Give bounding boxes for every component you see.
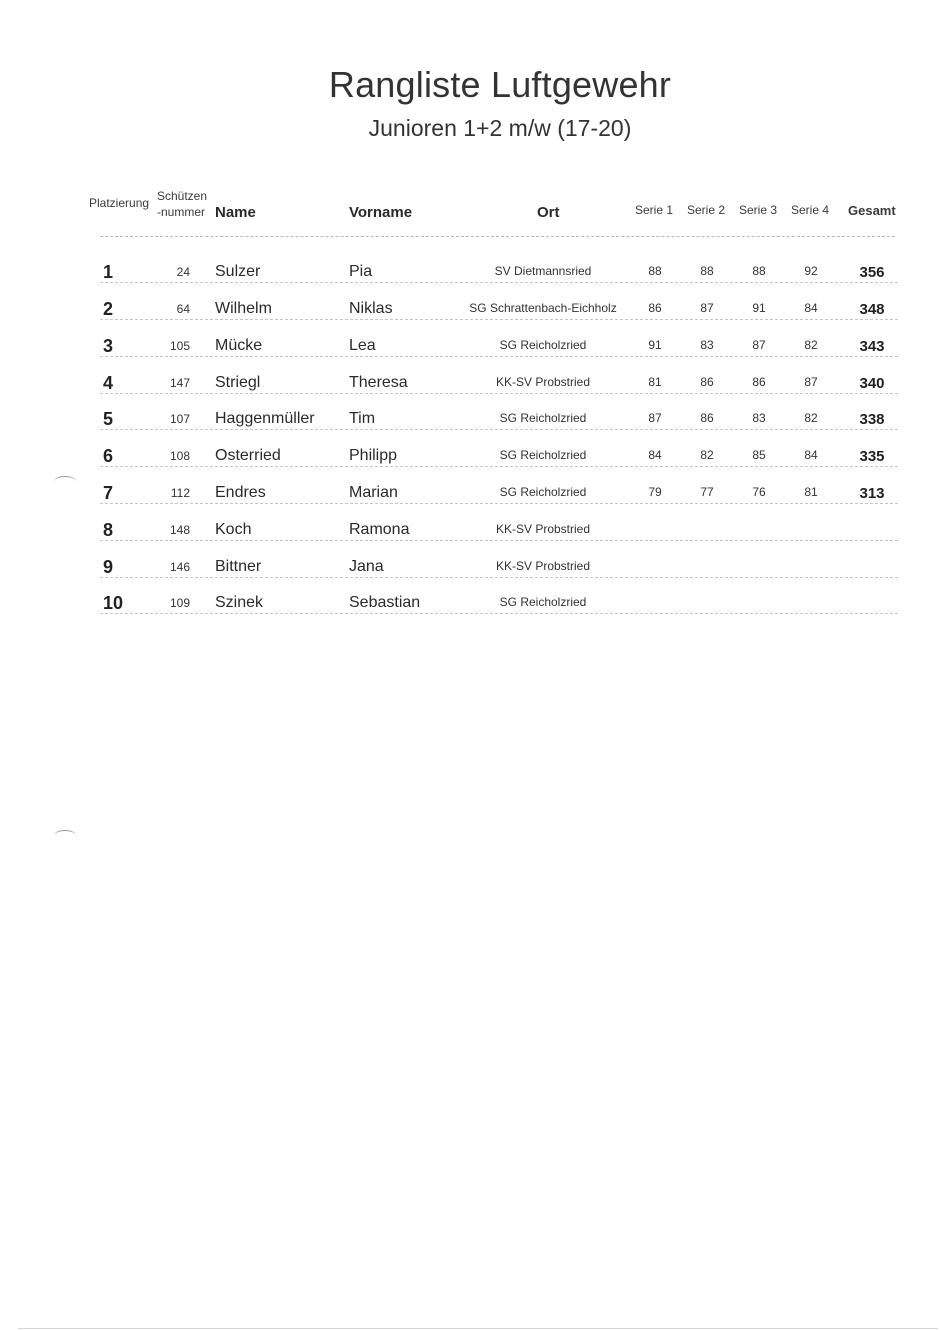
row-series4: 82 xyxy=(804,338,818,352)
row-name: Haggenmüller xyxy=(215,410,315,427)
row-place: 3 xyxy=(103,336,114,356)
row-number: 109 xyxy=(169,596,190,610)
row-name: Koch xyxy=(215,521,252,538)
row-series1: 79 xyxy=(648,485,662,499)
row-number: 148 xyxy=(169,523,190,537)
row-series3: 86 xyxy=(752,375,766,389)
header-series2: Serie 2 xyxy=(687,203,726,217)
row-name: Sulzer xyxy=(215,263,261,280)
header-first-name: Vorname xyxy=(349,204,413,221)
row-series2: 88 xyxy=(700,264,714,278)
row-place: 5 xyxy=(103,409,114,429)
table-row xyxy=(0,430,940,467)
table-row xyxy=(0,504,940,541)
row-divider xyxy=(100,613,898,614)
row-series2: 86 xyxy=(700,375,714,389)
row-place: 2 xyxy=(103,299,114,319)
row-series4: 81 xyxy=(804,485,818,499)
row-number: 147 xyxy=(169,376,190,390)
row-first-name: Niklas xyxy=(349,300,393,317)
row-first-name: Jana xyxy=(349,558,384,575)
punch-hole-mark xyxy=(54,830,76,841)
row-series3: 85 xyxy=(752,448,766,462)
row-first-name: Tim xyxy=(349,410,376,427)
row-club: SG Reicholzried xyxy=(499,448,587,462)
row-place: 4 xyxy=(103,373,114,393)
row-number: 112 xyxy=(170,486,190,500)
row-place: 6 xyxy=(103,446,114,466)
row-name: Mücke xyxy=(215,337,263,354)
row-number: 146 xyxy=(169,560,190,574)
row-series2: 77 xyxy=(700,485,714,499)
row-number: 24 xyxy=(176,265,190,279)
row-total: 340 xyxy=(859,375,885,392)
table-row xyxy=(0,283,940,320)
row-series4: 87 xyxy=(804,375,818,389)
row-series1: 84 xyxy=(648,448,662,462)
row-first-name: Theresa xyxy=(349,374,408,391)
row-series1: 87 xyxy=(648,411,662,425)
row-total: 356 xyxy=(859,264,885,281)
row-club: SG Reicholzried xyxy=(499,485,587,499)
table-row xyxy=(0,541,940,578)
punch-hole-mark xyxy=(54,476,76,487)
row-series1: 88 xyxy=(648,264,662,278)
row-series1: 91 xyxy=(648,338,662,352)
row-series3: 91 xyxy=(752,301,766,315)
header-name: Name xyxy=(215,204,256,221)
row-club: SG Reicholzried xyxy=(499,595,587,609)
header-place: Platzierung xyxy=(89,196,150,210)
row-number: 105 xyxy=(169,339,190,353)
row-total: 343 xyxy=(859,338,885,355)
table-row xyxy=(0,467,940,504)
row-name: Szinek xyxy=(215,594,264,611)
row-place: 7 xyxy=(103,483,114,503)
row-total: 348 xyxy=(859,301,885,318)
row-series2: 87 xyxy=(700,301,714,315)
row-first-name: Ramona xyxy=(349,521,410,538)
row-name: Osterried xyxy=(215,447,281,464)
row-place: 8 xyxy=(103,520,114,540)
row-name: Striegl xyxy=(215,374,261,391)
row-number: 64 xyxy=(176,302,190,316)
row-series3: 88 xyxy=(752,264,766,278)
row-club: KK-SV Probstried xyxy=(495,559,591,573)
row-first-name: Philipp xyxy=(349,447,398,464)
row-total: 338 xyxy=(859,411,885,428)
row-name: Bittner xyxy=(215,558,262,575)
row-total: 313 xyxy=(859,485,885,502)
row-name: Wilhelm xyxy=(215,300,272,317)
row-series4: 82 xyxy=(804,411,818,425)
row-club: SV Dietmannsried xyxy=(494,264,592,278)
header-series3: Serie 3 xyxy=(739,203,778,217)
document-subtitle: Junioren 1+2 m/w (17-20) xyxy=(368,115,632,141)
row-total: 335 xyxy=(859,448,885,465)
document-title: Rangliste Luftgewehr xyxy=(328,64,672,105)
row-place: 10 xyxy=(103,593,124,613)
table-row xyxy=(0,357,940,394)
row-place: 1 xyxy=(103,262,114,282)
row-club: SG Reicholzried xyxy=(499,411,587,425)
row-series4: 92 xyxy=(804,264,818,278)
row-first-name: Marian xyxy=(349,484,398,501)
row-name: Endres xyxy=(215,484,266,501)
row-series3: 87 xyxy=(752,338,766,352)
header-number-line2: -nummer xyxy=(157,205,206,219)
row-club: SG Reicholzried xyxy=(499,338,587,352)
row-first-name: Sebastian xyxy=(349,594,421,611)
row-series2: 83 xyxy=(700,338,714,352)
row-first-name: Lea xyxy=(349,337,376,354)
header-club: Ort xyxy=(537,204,560,221)
header-divider xyxy=(100,236,895,237)
row-series1: 86 xyxy=(648,301,662,315)
row-series2: 82 xyxy=(700,448,714,462)
table-row xyxy=(0,577,940,614)
row-series2: 86 xyxy=(700,411,714,425)
row-club: KK-SV Probstried xyxy=(495,522,591,536)
row-number: 107 xyxy=(169,412,190,426)
row-place: 9 xyxy=(103,557,114,577)
row-number: 108 xyxy=(169,449,190,463)
row-club: KK-SV Probstried xyxy=(495,375,591,389)
row-series4: 84 xyxy=(804,448,818,462)
row-first-name: Pia xyxy=(349,263,373,280)
table-row xyxy=(0,393,940,430)
header-total: Gesamt xyxy=(848,203,896,218)
header-series1: Serie 1 xyxy=(635,203,674,217)
row-club: SG Schrattenbach-Eichholz xyxy=(469,301,617,315)
row-series3: 76 xyxy=(752,485,766,499)
header-number-line1: Schützen xyxy=(157,189,208,203)
row-series1: 81 xyxy=(648,375,662,389)
header-series4: Serie 4 xyxy=(791,203,830,217)
table-row xyxy=(0,320,940,357)
row-series4: 84 xyxy=(804,301,818,315)
row-series3: 83 xyxy=(752,411,766,425)
page-edge-line xyxy=(18,1328,938,1329)
table-row xyxy=(0,246,940,283)
